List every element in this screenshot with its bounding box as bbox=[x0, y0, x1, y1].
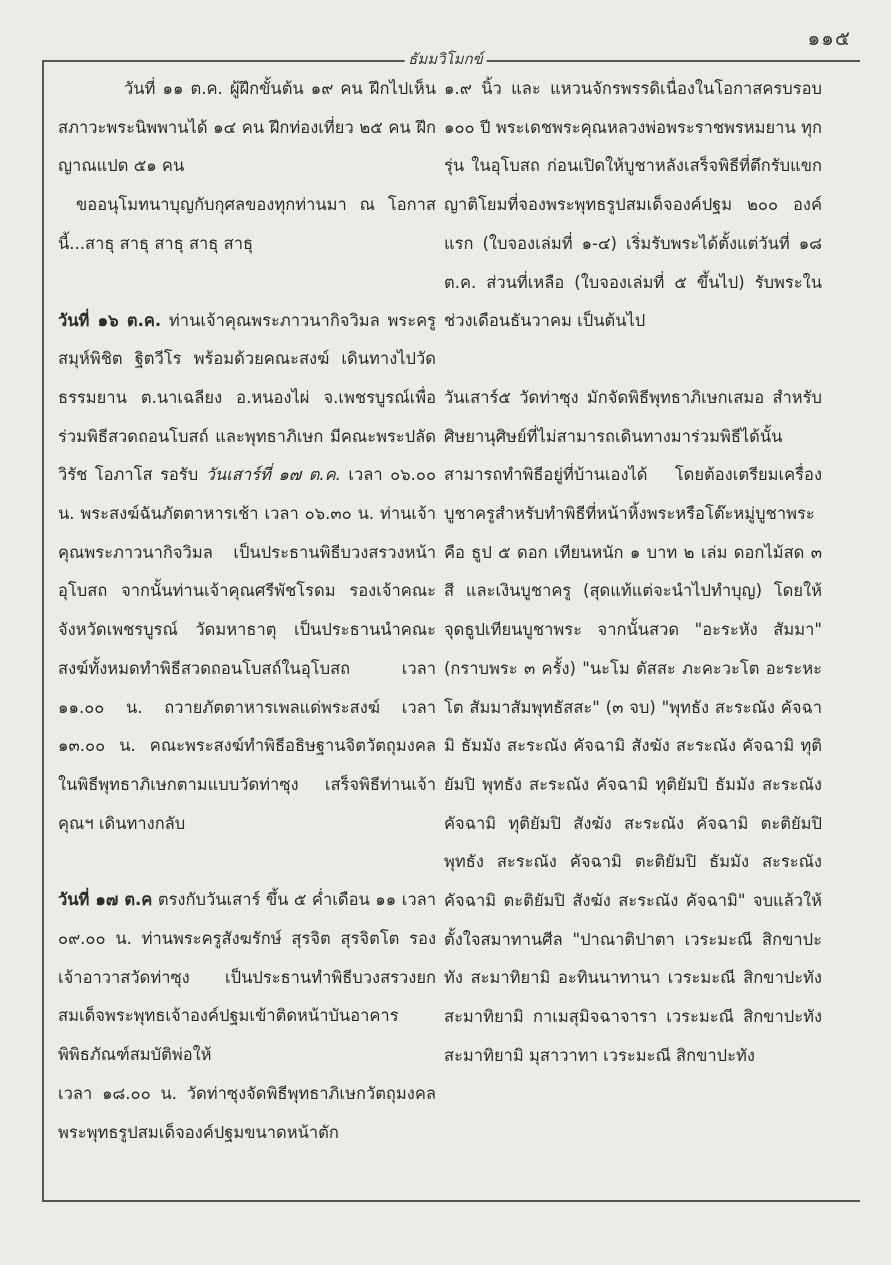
right-paragraph-1: ๑.๙ นิ้ว และ แหวนจักรพรรดิเนื่องในโอกาสครบรอบ ๑๐๐ ปี พระเดชพระคุณหลวงพ่อพระราชพรหมยาน ทุกรุ่น ในอุโบสถ ก่อนเปิดให้บูชาหลังเสร็จพิธีที่ตึกรับแขก ญาติโยมที่จองพระพุทธรูปสมเด็จองค์ปฐม ๒๐๐ องค์แรก (ใบจองเล่มที่ ๑-๔) เริ่มรับพระได้ตั้งแต่วันที่ ๑๘ ต.ค. ส่วนที่เหลือ (ใบจองเล่มที่ ๕ ขึ้นไป) รับพระในช่วงเดือนธันวาคม เป็นต้นไป bbox=[444, 79, 822, 331]
left-column bbox=[58, 70, 436, 1152]
left-paragraph-2: ขออนุโมทนาบุญกับกุศลของทุกท่านมา ณ โอกาสนี้...สาธุ สาธุ สาธุ สาธุ สาธุ bbox=[58, 195, 436, 253]
paragraph-text: ท่านเจ้าคุณพระภาวนากิจวิมล พระครูสมุห์พิชิต ฐิตวีโร พร้อมด้วยคณะสงฆ์ เดินทางไปวัดธรรมยาน ต.นาเฉลียง อ.หนองไผ่ จ.เพชรบูรณ์เพื่อร่วมพิธีสวดถอนโบสถ์ และพุทธาภิเษก มีคณะพระปลัดวิรัช โอภาโส รอรับ bbox=[58, 310, 436, 485]
left-paragraph-5: เวลา ๑๘.๐๐ น. วัดท่าซุงจัดพิธีพุทธาภิเษกวัตถุมงคล พระพุทธรูปสมเด็จองค์ปฐมขนาดหน้าตัก bbox=[58, 1083, 436, 1142]
paragraph-text: ตรงกับวันเสาร์ ขึ้น ๕ ค่ำเดือน ๑๑ เวลา ๐๙.๐๐ น. ท่านพระครูสังฆรักษ์ สุรจิต สุรจิตโต รองเจ้าอาวาสวัดท่าซุง เป็นประธานทำพิธีบวงสรวงยกสมเด็จพระพุทธเจ้าองค์ปฐมเข้าติดหน้าบันอาคารพิพิธภัณฑ์สมบัติพ่อให้ bbox=[58, 890, 436, 1065]
paragraph-text: เวลา ๐๖.๐๐ น. พระสงฆ์ฉันภัตตาหารเช้า เวลา ๐๖.๓๐ น. ท่านเจ้าคุณพระภาวนากิจวิมล เป็นประธานพิธีบวงสรวงหน้าอุโบสถ จากนั้นท่านเจ้าคุณศรีพัชโรดม รองเจ้าคณะจังหวัดเพชรบูรณ์ วัดมหาธาตุ เป็นประธานนำคณะสงฆ์ทั้งหมดทำพิธีสวดถอนโบสถ์ในอุโบสถ เวลา ๑๑.๐๐ น. ถวายภัตตาหารเพลแด่พระสงฆ์ เวลา ๑๓.๐๐ น. คณะพระสงฆ์ทำพิธีอธิษฐานจิตวัตถุมงคลในพิธีพุทธาภิเษกตามแบบวัดท่าซุง เสร็จพิธีท่านเจ้าคุณฯ เดินทางกลับ bbox=[58, 465, 437, 833]
left-paragraph-4 bbox=[58, 881, 436, 1075]
publication-title: ธัมมวิโมกข์ bbox=[404, 47, 487, 71]
left-paragraph-1: วันที่ ๑๑ ต.ค. ผู้ฝึกขั้นต้น ๑๙ คน ฝึกไปเห็นสภาวะพระนิพพานได้ ๑๔ คน ฝึกท่องเที่ยว ๒๕ คน ฝึกญาณแปด ๕๑ คน bbox=[58, 79, 436, 176]
right-paragraph-2: วันเสาร์๕ วัดท่าซุง มักจัดพิธีพุทธาภิเษกเสมอ สำหรับศิษยานุศิษย์ที่ไม่สามารถเดินทางมาร่วมพิธีได้นั้นสามารถทำพิธีอยู่ที่บ้านเองได้ โดยต้องเตรียมเครื่องบูชาครูสำหรับทำพิธีที่หน้าหิ้งพระหรือโต๊ะหมู่บูชาพระคือ ธูป ๕ ดอก เทียนหนัก ๑ บาท ๒ เล่ม ดอกไม้สด ๓ สี และเงินบูชาครู (สุดแท้แต่จะนำไปทำบุญ) โดยให้จุดธูปเทียนบูชาพระ จากนั้นสวด "อะระหัง สัมมา" (กราบพระ ๓ ครั้ง) "นะโม ตัสสะ ภะคะวะโต อะระหะโต สัมมาสัมพุทธัสสะ" (๓ จบ) "พุทธัง สะระณัง คัจฉามิ ธัมมัง สะระณัง คัจฉามิ สังฆัง สะระณัง คัจฉามิ ทุติยัมปิ พุทธัง สะระณัง คัจฉามิ ทุติยัมปิ ธัมมัง สะระณัง คัจฉามิ ทุติยัมปิ สังฆัง สะระณัง คัจฉามิ ตะติยัมปิ พุทธัง สะระณัง คัจฉามิ ตะติยัมปิ ธัมมัง สะระณัง คัจฉามิ ตะติยัมปิ สังฆัง สะระณัง คัจฉามิ" จบแล้วให้ตั้งใจสมาทานศีล "ปาณาติปาตา เวระมะณี สิกขาปะทัง สะมาทิยามิ อะทินนาทานา เวระมะณี สิกขาปะทัง สะมาทิยามิ กาเมสุมิจฉาจารา เวระมะณี สิกขาปะทัง สะมาทิยามิ มุสาวาทา เวระมะณี สิกขาปะทัง bbox=[444, 387, 822, 1065]
date-heading: วันที่ ๑๖ ต.ค. bbox=[58, 310, 162, 330]
right-column bbox=[444, 70, 822, 1076]
date-heading: วันที่ ๑๗ ต.ค bbox=[58, 890, 153, 910]
date-italic: วันเสาร์ที่ ๑๗ ต.ค. bbox=[205, 465, 341, 485]
left-paragraph-3 bbox=[58, 302, 436, 844]
page-number: ๑๑๕ bbox=[807, 26, 851, 50]
